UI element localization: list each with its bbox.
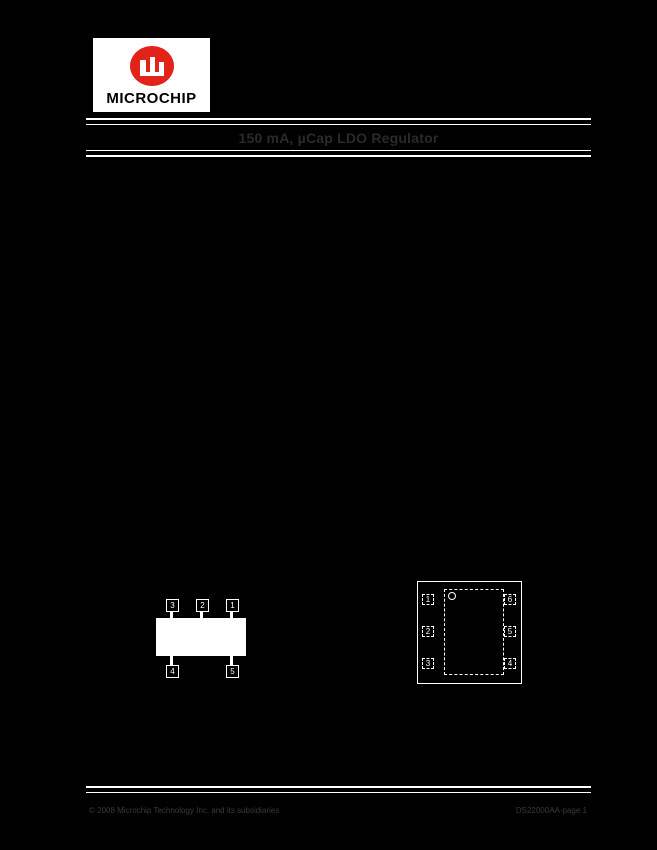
microchip-logo-mark [126, 44, 178, 88]
header-rule-bottom-thin [86, 150, 591, 151]
pin-lead-5 [230, 656, 233, 665]
header-rule-bottom [86, 155, 591, 157]
pin-label-5: 5 [226, 665, 239, 678]
pin-label-1: 1 [226, 599, 239, 612]
footer-rule-top [86, 786, 591, 788]
pin-label-4: 4 [166, 665, 179, 678]
microchip-logo [93, 38, 210, 112]
dfn-pin-label-2: 2 [422, 626, 434, 637]
footer-doc-number: DS22000AA-page 1 [515, 806, 587, 815]
dfn-pin-label-6: 6 [504, 594, 516, 605]
package-diagram-dfn6 [417, 581, 524, 686]
dfn-pin-label-4: 4 [504, 658, 516, 669]
package-diagram-sot23 [156, 592, 248, 684]
page-title: 150 mA, µCap LDO Regulator [238, 130, 439, 146]
header-rule-top [86, 118, 591, 120]
header-rule-top-thin [86, 124, 591, 125]
dfn-pin-label-3: 3 [422, 658, 434, 669]
footer-rule-top-thin [86, 792, 591, 793]
microchip-wordmark: MICROCHIP [106, 90, 197, 107]
pin-label-3: 3 [166, 599, 179, 612]
pin-lead-4 [170, 656, 173, 665]
dfn-pin-label-1: 1 [422, 594, 434, 605]
pin1-indicator-dot [448, 592, 456, 600]
footer-copyright: © 2008 Microchip Technology Inc. and its subsidiaries [89, 806, 280, 815]
pin-label-2: 2 [196, 599, 209, 612]
dfn-pin-label-5: 5 [504, 626, 516, 637]
package-body [156, 618, 246, 656]
package-inner-pad [444, 589, 504, 675]
